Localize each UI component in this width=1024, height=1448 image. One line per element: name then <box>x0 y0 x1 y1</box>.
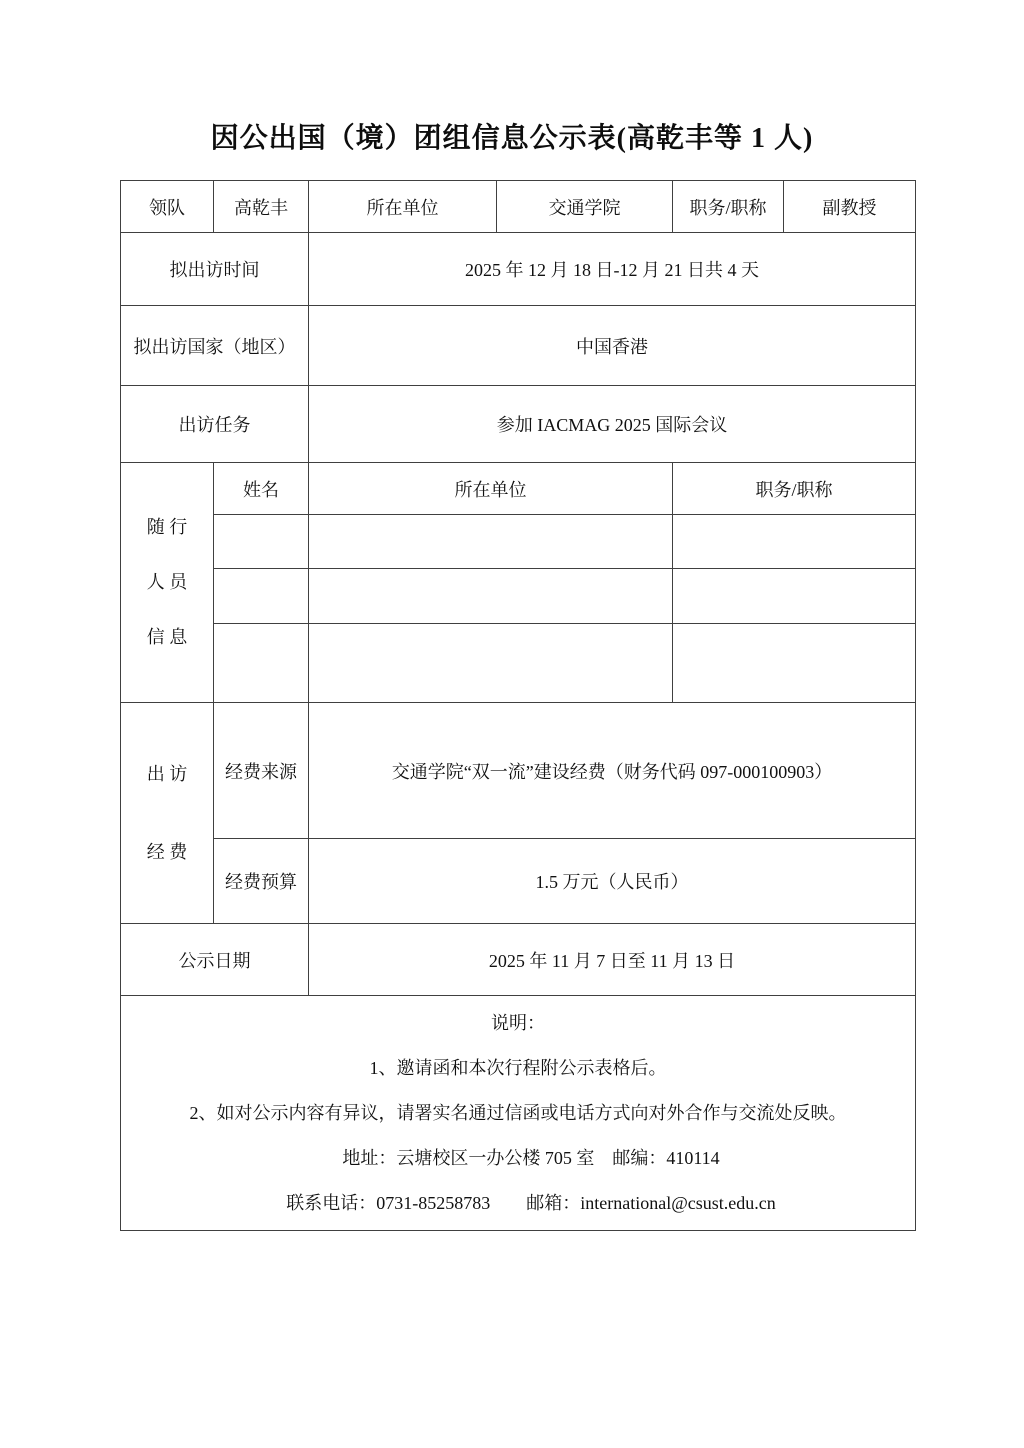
companion-unit-cell <box>309 515 673 569</box>
leader-title-value: 副教授 <box>784 181 916 233</box>
companion-title-cell <box>673 624 916 703</box>
companion-name-header: 姓名 <box>214 463 309 515</box>
leader-unit-label: 所在单位 <box>309 181 497 233</box>
funding-budget-value: 1.5 万元（人民币） <box>309 839 916 924</box>
destination-label: 拟出访国家（地区） <box>121 306 309 386</box>
notes-heading: 说明： <box>491 1012 545 1033</box>
leader-row <box>121 181 916 233</box>
companion-title-cell <box>673 515 916 569</box>
companion-name-cell <box>214 569 309 624</box>
companion-title-header: 职务/职称 <box>673 463 916 515</box>
companion-row-2 <box>121 569 916 624</box>
companion-name-cell <box>214 515 309 569</box>
destination-row <box>121 306 916 386</box>
notes-row <box>121 996 916 1231</box>
notes-contact-line: 联系电话：0731-85258783 邮箱：international@csust.edu.cn <box>286 1192 776 1213</box>
funding-source-row <box>121 703 916 839</box>
companions-header-row <box>121 463 916 515</box>
publicity-date-row <box>121 924 916 996</box>
notes-item-2: 2、如对公示内容有异议，请署实名通过信函或电话方式向对外合作与交流处反映。 <box>189 1102 847 1123</box>
destination-value: 中国香港 <box>309 306 916 386</box>
publicity-date-value: 2025 年 11 月 7 日至 11 月 13 日 <box>309 924 916 996</box>
funding-budget-row <box>121 839 916 924</box>
funding-source-value: 交通学院“双一流”建设经费（财务代码 097-000100903） <box>309 703 916 839</box>
funding-group-label: 出 访 经 费 <box>121 703 214 924</box>
publicity-date-label: 公示日期 <box>121 924 309 996</box>
companion-unit-cell <box>309 569 673 624</box>
leader-role-label: 领队 <box>121 181 214 233</box>
funding-source-label: 经费来源 <box>214 703 309 839</box>
task-value: 参加 IACMAG 2025 国际会议 <box>309 386 916 463</box>
notes-cell <box>121 996 916 1231</box>
task-row <box>121 386 916 463</box>
companion-title-cell <box>673 569 916 624</box>
publicity-form-table <box>120 180 916 1231</box>
companion-name-cell <box>214 624 309 703</box>
leader-name-value: 高乾丰 <box>214 181 309 233</box>
leader-title-label: 职务/职称 <box>673 181 784 233</box>
leader-unit-value: 交通学院 <box>497 181 673 233</box>
notes-address-line: 地址：云塘校区一办公楼 705 室 邮编：410114 <box>342 1147 720 1168</box>
funding-budget-label: 经费预算 <box>214 839 309 924</box>
companion-row-3 <box>121 624 916 703</box>
trip-time-label: 拟出访时间 <box>121 233 309 306</box>
page-title: 因公出国（境）团组信息公示表(高乾丰等 1 人) <box>210 123 814 154</box>
task-label: 出访任务 <box>121 386 309 463</box>
notes-item-1: 1、邀请函和本次行程附公示表格后。 <box>369 1057 667 1078</box>
companion-unit-cell <box>309 624 673 703</box>
companion-unit-header: 所在单位 <box>309 463 673 515</box>
companion-row-1 <box>121 515 916 569</box>
trip-time-value: 2025 年 12 月 18 日-12 月 21 日共 4 天 <box>309 233 916 306</box>
companions-group-label: 随 行 人 员 信 息 <box>121 463 214 703</box>
trip-time-row <box>121 233 916 306</box>
